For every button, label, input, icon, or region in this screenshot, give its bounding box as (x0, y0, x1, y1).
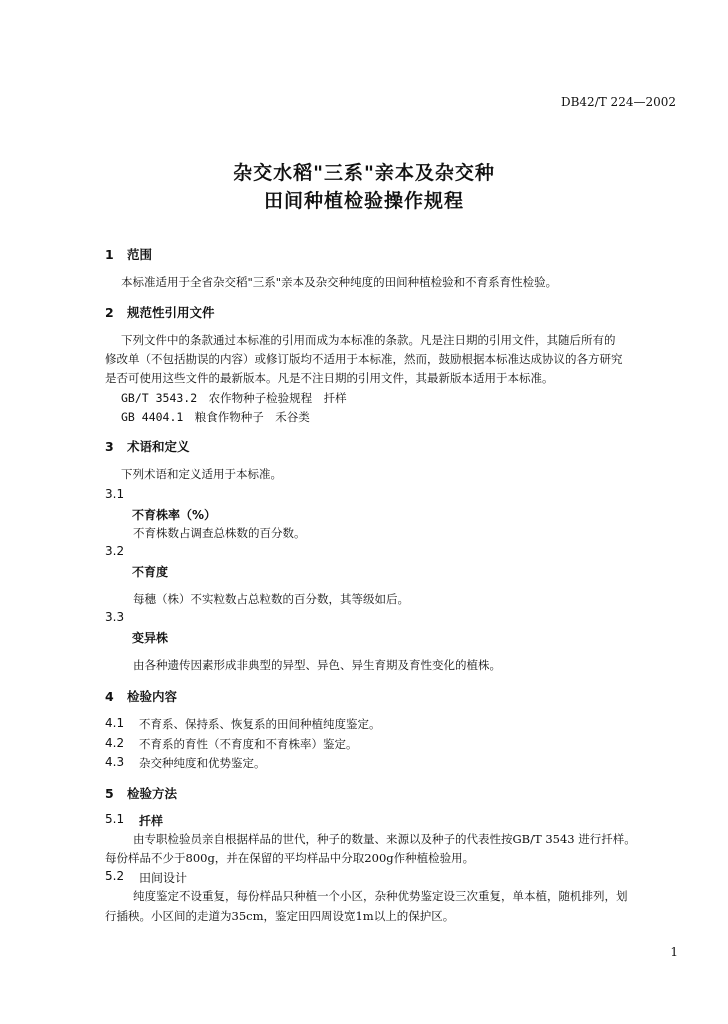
term-3-1-number: 3.1 (105, 487, 125, 501)
item-4-3-number: 4.3 (105, 755, 125, 769)
subsection-5-1-number: 5.1 (105, 812, 125, 826)
term-3-2-name: 不育度 (132, 565, 169, 579)
section-2-heading (105, 303, 215, 321)
section-3-intro: 下列术语和定义适用于本标准。 (121, 467, 282, 481)
subsection-5-2-line1: 纯度鉴定不设重复，每份样品只种植一个小区，杂种优势鉴定设三次重复，单本植，随机排列，划 (133, 889, 628, 903)
section-number: 4 (105, 689, 114, 704)
section-3-heading (105, 437, 190, 455)
item-4-2-text: 不育系的育性（不育度和不育株率）鉴定。 (139, 737, 358, 751)
subsection-5-2-title: 田间设计 (139, 871, 188, 885)
term-3-1-definition: 不育株数占调查总株数的百分数。 (133, 526, 306, 540)
term-3-3-definition: 由各种遗传因素形成非典型的异型、异色、异生育期及育性变化的植株。 (133, 658, 501, 672)
page-number: 1 (670, 945, 678, 959)
standard-number: DB42/T 224—2002 (560, 95, 676, 109)
section-title: 术语和定义 (127, 439, 190, 454)
item-4-1-text: 不育系、保持系、恢复系的田间种植纯度鉴定。 (139, 717, 381, 731)
reference-1: GB/T 3543.2 农作物种子检验规程 扦样 (121, 391, 347, 405)
section-number: 3 (105, 439, 114, 454)
item-4-1-number: 4.1 (105, 716, 125, 730)
document-title-line2: 田间种植检验操作规程 (263, 190, 464, 212)
subsection-5-2-number: 5.2 (105, 869, 125, 883)
section-title: 检验方法 (127, 786, 178, 801)
section-2-para-line1: 下列文件中的条款通过本标准的引用而成为本标准的条款。凡是注日期的引用文件，其随后所有的 (121, 333, 616, 347)
section-1-text: 本标准适用于全省杂交稻"三系"亲本及杂交种纯度的田间种植检验和不育系育性检验。 (121, 275, 558, 289)
subsection-5-1-line2: 每份样品不少于800g，并在保留的平均样品中分取200g作种植检验用。 (105, 851, 475, 865)
term-3-1-name: 不育株率（%） (132, 508, 217, 522)
section-title: 范围 (127, 247, 153, 262)
section-number: 5 (105, 786, 114, 801)
section-4-heading (105, 687, 177, 705)
subsection-5-2-line2: 行插秧。小区间的走道为35cm，鉴定田四周设宽1m以上的保护区。 (105, 909, 455, 923)
section-1-heading (105, 245, 152, 263)
reference-2: GB 4404.1 粮食作物种子 禾谷类 (121, 410, 310, 424)
section-5-heading (105, 784, 177, 802)
term-3-2-definition: 每穗（株）不实粒数占总粒数的百分数，其等级如后。 (133, 592, 409, 606)
section-2-para-line2: 修改单（不包括勘误的内容）或修订版均不适用于本标准，然而，鼓励根据本标准达成协议的各方研究 (105, 352, 623, 366)
section-title: 检验内容 (127, 689, 178, 704)
item-4-2-number: 4.2 (105, 736, 125, 750)
section-number: 2 (105, 305, 114, 320)
subsection-5-1-line1: 由专职检验员亲自根据样品的世代，种子的数量、来源以及种子的代表性按GB/T 3543 进行扦样。 (133, 832, 636, 846)
term-3-3-name: 变异株 (132, 631, 169, 645)
term-3-3-number: 3.3 (105, 610, 125, 624)
section-number: 1 (105, 247, 114, 262)
section-title: 规范性引用文件 (127, 305, 215, 320)
document-title-line1: 杂交水稻"三系"亲本及杂交种 (233, 162, 495, 184)
subsection-5-1-title: 扦样 (139, 814, 164, 828)
item-4-3-text: 杂交种纯度和优势鉴定。 (139, 756, 266, 770)
term-3-2-number: 3.2 (105, 544, 125, 558)
section-2-para-line3: 是否可使用这些文件的最新版本。凡是不注日期的引用文件，其最新版本适用于本标准。 (105, 371, 554, 385)
